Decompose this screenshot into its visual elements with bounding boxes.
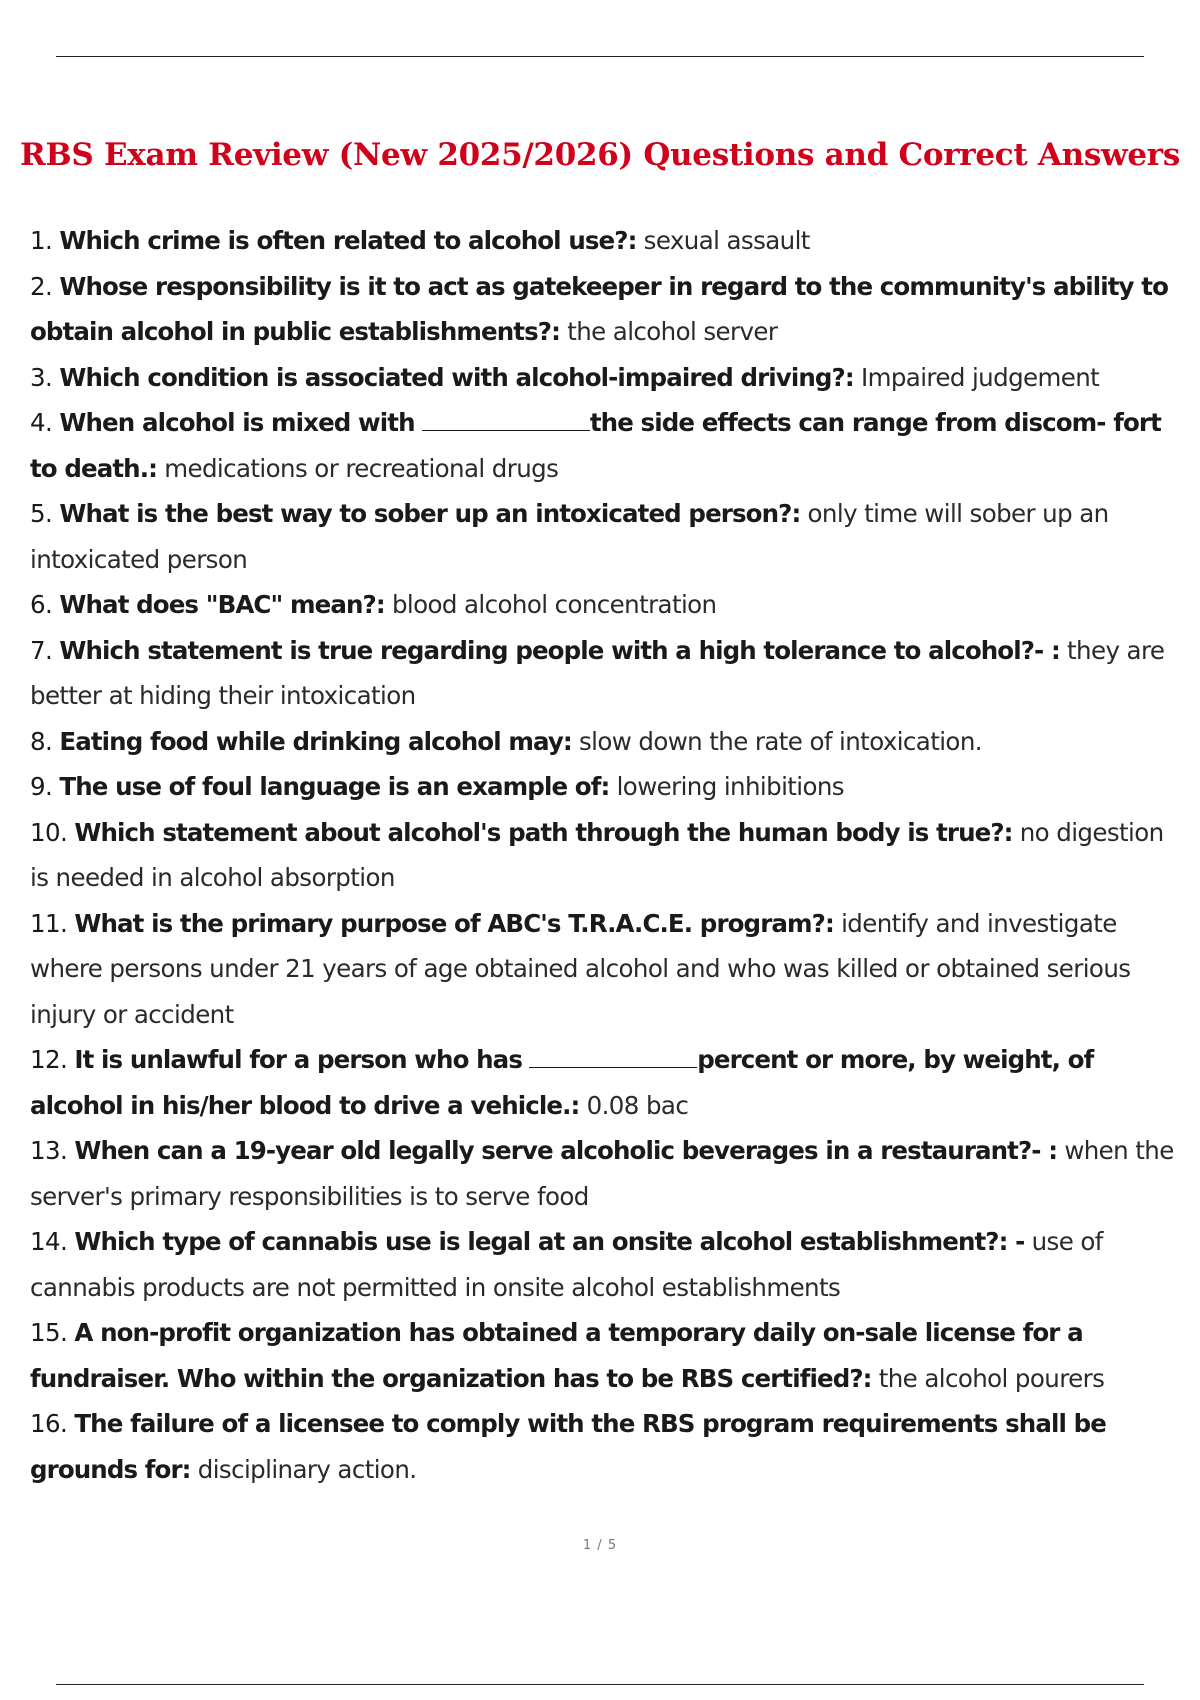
qa-item-2 (30, 264, 1180, 355)
item-number: 4. (30, 408, 53, 437)
document-title: RBS Exam Review (New 2025/2026) Questions and Correct Answers (20, 136, 1180, 173)
qa-item-12 (30, 1037, 1180, 1128)
qa-item-13 (30, 1128, 1180, 1219)
item-number: 7. (30, 635, 53, 665)
qa-item-4 (30, 400, 1180, 491)
answer-text: slow down the rate of intoxication. (579, 726, 982, 756)
answer-text: no digestion is needed in alcohol absorption (30, 817, 1164, 892)
question-text: When alcohol is mixed with (59, 408, 415, 437)
answer-text: use of cannabis products are not permitted in onsite alcohol establishments (30, 1227, 1103, 1302)
question-text: Which statement is true regarding people with a high tolerance to alcohol?- : (59, 635, 1060, 665)
item-number: 1. (30, 226, 53, 255)
bottom-rule (56, 1684, 1144, 1685)
item-number: 6. (30, 590, 53, 619)
item-number: 16. (30, 1409, 68, 1438)
qa-item-8 (30, 719, 1180, 765)
item-number: 3. (30, 362, 53, 392)
item-number: 2. (30, 271, 53, 301)
question-text: What is the best way to sober up an intoxicated person?: (59, 499, 801, 528)
answer-text: disciplinary action. (197, 1454, 417, 1484)
qa-item-6 (30, 582, 1180, 628)
question-text: Which crime is often related to alcohol use?: (59, 226, 637, 255)
qa-item-14 (30, 1219, 1180, 1310)
item-number: 14. (30, 1227, 68, 1256)
item-number: 8. (30, 726, 53, 756)
fill-in-blank (422, 429, 590, 431)
item-number: 13. (30, 1136, 68, 1165)
answer-text: 0.08 bac (586, 1090, 689, 1120)
answer-text: sexual assault (643, 226, 810, 255)
item-number: 15. (30, 1318, 68, 1347)
qa-item-3 (30, 355, 1180, 401)
top-rule (56, 56, 1144, 57)
qa-item-15 (30, 1310, 1180, 1401)
question-text: Which statement about alcohol's path through the human body is true?: (74, 817, 1013, 847)
answer-text: when the server's primary responsibilities is to serve food (30, 1136, 1174, 1211)
question-text: Which condition is associated with alcohol-impaired driving?: (59, 362, 854, 392)
qa-item-5 (30, 491, 1180, 582)
question-text: What does "BAC" mean?: (59, 590, 385, 619)
qa-item-16 (30, 1401, 1180, 1492)
answer-text: they are better at hiding their intoxication (30, 635, 1165, 710)
question-text: The failure of a licensee to comply with the RBS program requirements shall be grounds for: (30, 1409, 1106, 1484)
item-number: 10. (30, 817, 68, 847)
fill-in-blank (529, 1066, 697, 1068)
question-text: What is the primary purpose of ABC's T.R.A.C.E. program?: (74, 908, 834, 938)
question-text: The use of foul language is an example of: (59, 772, 610, 801)
answer-text: identify and investigate where persons under 21 years of age obtained alcohol and who was killed or obtained serious injury or accident (30, 908, 1131, 1029)
question-text: Whose responsibility is it to act as gatekeeper in regard to the community's ability to obtain alcohol in public establishments?: (30, 271, 1169, 346)
answer-text: only time will sober up an intoxicated person (30, 499, 1109, 574)
qa-item-10 (30, 810, 1180, 901)
answer-text: medications or recreational drugs (164, 453, 559, 483)
answer-text: the alcohol server (567, 317, 778, 346)
item-number: 11. (30, 908, 68, 938)
question-text: A non-profit organization has obtained a temporary daily on-sale license for a fundraiser. Who within the organization has to be RBS certified?: (30, 1318, 1083, 1393)
qa-item-11 (30, 901, 1180, 1038)
question-text: It is unlawful for a person who has (74, 1045, 523, 1074)
question-text: Which type of cannabis use is legal at an onsite alcohol establishment?: - (74, 1227, 1025, 1256)
question-text: When can a 19-year old legally serve alcoholic beverages in a restaurant?- : (74, 1136, 1058, 1165)
answer-text: Impaired judgement (860, 362, 1100, 392)
question-text-continued: the side effects can range from discom- fort to death.: (30, 408, 1161, 483)
question-text: Eating food while drinking alcohol may: (59, 726, 572, 756)
item-number: 12. (30, 1045, 68, 1074)
item-number: 5. (30, 499, 53, 528)
question-text-continued: percent or more, by weight, of alcohol in his/her blood to drive a vehicle.: (30, 1045, 1094, 1120)
qa-item-9 (30, 764, 1180, 810)
answer-text: the alcohol pourers (878, 1363, 1105, 1393)
page-number: 1 / 5 (582, 1538, 618, 1553)
item-number: 9. (30, 772, 53, 801)
qa-item-7 (30, 628, 1180, 719)
answer-text: blood alcohol concentration (391, 590, 717, 619)
qa-item-1 (30, 218, 1180, 264)
question-list (30, 218, 1180, 1492)
answer-text: lowering inhibitions (616, 772, 844, 801)
